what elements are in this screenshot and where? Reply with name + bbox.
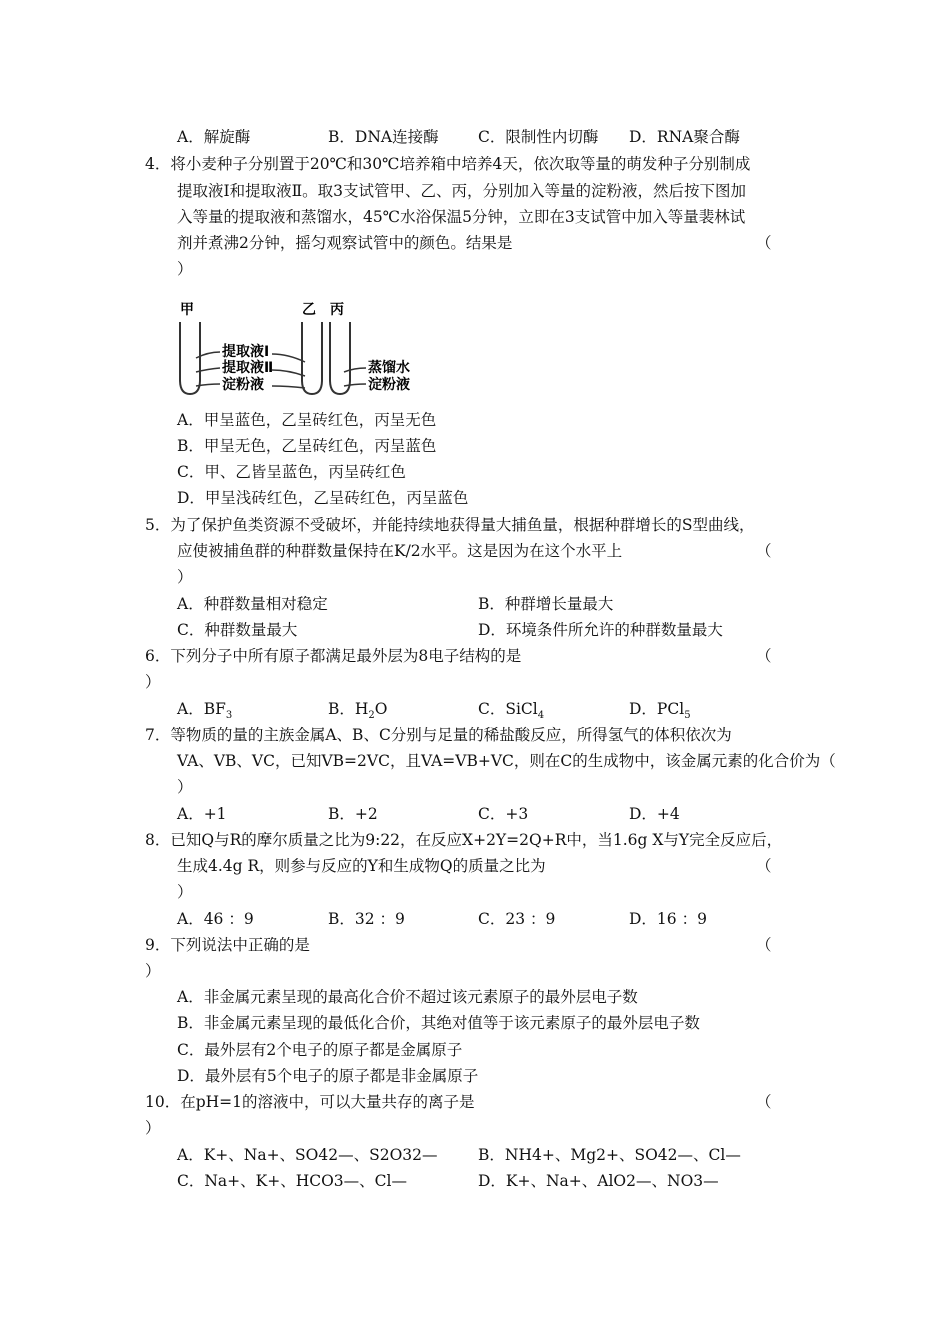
q9-option-a: A．非金属元素呈现的最高化合价不超过该元素原子的最外层电子数: [177, 988, 638, 1006]
q7-paren-close: ）: [177, 778, 193, 796]
q8-paren-open: （: [756, 857, 772, 875]
q9-option-d: D．最外层有5个电子的原子都是非金属原子: [177, 1067, 479, 1085]
q4-option-d: D．甲呈浅砖红色，乙呈砖红色，丙呈蓝色: [177, 489, 469, 507]
q4-stem-line2: 提取液Ⅰ和提取液Ⅱ。取3支试管甲、乙、丙，分别加入等量的淀粉液，然后按下图加: [177, 182, 747, 200]
q4-option-c: C．甲、乙皆呈蓝色，丙呈砖红色: [177, 463, 406, 481]
q7-option-a: A．+1: [177, 805, 227, 823]
q6-paren-open: （: [756, 647, 772, 665]
q10-option-b: B．NH4+、Mg2+、SO42—、Cl—: [478, 1146, 741, 1164]
q8-option-b: B．32 ：9: [328, 910, 405, 928]
q6-option-d: D．PCl$_5$: [629, 700, 691, 722]
q9-option-b: B．非金属元素呈现的最低化合价，其绝对值等于该元素原子的最外层电子数: [177, 1014, 700, 1032]
q4-stem-line1: 4．将小麦种子分别置于20℃和30℃培养箱中培养4天，依次取等量的萌发种子分别制成: [145, 155, 751, 173]
q6-stem: 6．下列分子中所有原子都满足最外层为8电子结构的是: [145, 647, 522, 665]
q10-paren-open: （: [756, 1093, 772, 1111]
label-tiqu1: 提取液Ⅰ: [222, 344, 270, 360]
q8-option-a: A．46 ：9: [177, 910, 254, 928]
q10-paren-close: ）: [145, 1119, 161, 1137]
q3-option-c: C．限制性内切酶: [478, 128, 599, 146]
label-tiqu2: 提取液Ⅱ: [222, 360, 274, 376]
q10-stem: 10．在pH=1的溶液中，可以大量共存的离子是: [145, 1093, 475, 1111]
q10-option-c: C．Na+、K+、HCO3—、Cl—: [177, 1172, 407, 1190]
q10-option-d: D．K+、Na+、AlO2—、NO3—: [478, 1172, 719, 1190]
q7-stem-line1: 7．等物质的量的主族金属A、B、C分别与足量的稀盐酸反应，所得氢气的体积依次为: [145, 726, 732, 744]
q6-option-b: B．$H_2O$: [328, 700, 388, 722]
q4-stem-line3: 入等量的提取液和蒸馏水，45℃水浴保温5分钟，立即在3支试管中加入等量裴林试: [177, 208, 746, 226]
q9-paren-close: ）: [145, 962, 161, 980]
q8-option-d: D．16 ：9: [629, 910, 707, 928]
q6-option-c: C．SiCl$_4$: [478, 700, 545, 722]
q8-stem-line1: 8．已知Q与R的摩尔质量之比为9:22，在反应X+2Y=2Q+R中，当1.6g X与Y完全反应后，: [145, 831, 783, 849]
q8-option-c: C．23 ：9: [478, 910, 556, 928]
q8-stem-line2: 生成4.4g R，则参与反应的Y和生成物Q的质量之比为: [177, 857, 546, 875]
q8-paren-close: ）: [177, 883, 193, 901]
q5-option-a: A．种群数量相对稳定: [177, 595, 328, 613]
tube-bing-label: 丙: [330, 302, 344, 318]
label-zhengliu: 蒸馏水: [368, 360, 410, 376]
q3-option-a: A．解旋酶: [177, 128, 251, 146]
label-dianfen-left: 淀粉液: [222, 377, 264, 393]
tube-jia-label: 甲: [180, 302, 194, 318]
q7-option-c: C．+3: [478, 805, 529, 823]
q9-stem: 9．下列说法中正确的是: [145, 936, 310, 954]
q5-paren-close: ）: [177, 568, 193, 586]
q4-option-b: B．甲呈无色，乙呈砖红色，丙呈蓝色: [177, 437, 437, 455]
q7-option-d: D．+4: [629, 805, 680, 823]
q3-option-d: D．RNA聚合酶: [629, 128, 740, 146]
q4-stem-line4: 剂并煮沸2分钟，摇匀观察试管中的颜色。结果是: [177, 234, 513, 252]
q7-stem-line2: VA、VB、VC，已知VB=2VC，且VA=VB+VC，则在C的生成物中，该金属元素的化合价为（: [177, 752, 836, 770]
q5-option-c: C．种群数量最大: [177, 621, 298, 639]
q10-option-a: A．K+、Na+、SO42—、S2O32—: [177, 1146, 438, 1164]
q3-option-b: B．DNA连接酶: [328, 128, 439, 146]
q7-option-b: B．+2: [328, 805, 378, 823]
q4-option-a: A．甲呈蓝色，乙呈砖红色，丙呈无色: [177, 411, 437, 429]
q5-paren-open: （: [756, 542, 772, 560]
q6-option-a: A．$BF_3$: [177, 700, 233, 722]
q4-paren-open: （: [756, 234, 772, 252]
test-tube-figure: [168, 292, 418, 407]
q6-paren-close: ）: [145, 673, 161, 691]
q5-option-b: B．种群增长量最大: [478, 595, 614, 613]
tube-yi: [302, 322, 322, 394]
tube-yi-label: 乙: [302, 302, 316, 318]
q9-option-c: C．最外层有2个电子的原子都是金属原子: [177, 1041, 463, 1059]
q5-option-d: D．环境条件所允许的种群数量最大: [478, 621, 723, 639]
q5-stem-line2: 应使被捕鱼群的种群数量保持在K/2水平。这是因为在这个水平上: [177, 542, 623, 560]
q4-paren-close: ）: [177, 260, 193, 278]
q5-stem-line1: 5．为了保护鱼类资源不受破坏，并能持续地获得量大捕鱼量，根据种群增长的S型曲线，: [145, 516, 755, 534]
tube-bing: [330, 322, 350, 394]
q9-paren-open: （: [756, 936, 772, 954]
label-dianfen-right: 淀粉液: [368, 377, 410, 393]
